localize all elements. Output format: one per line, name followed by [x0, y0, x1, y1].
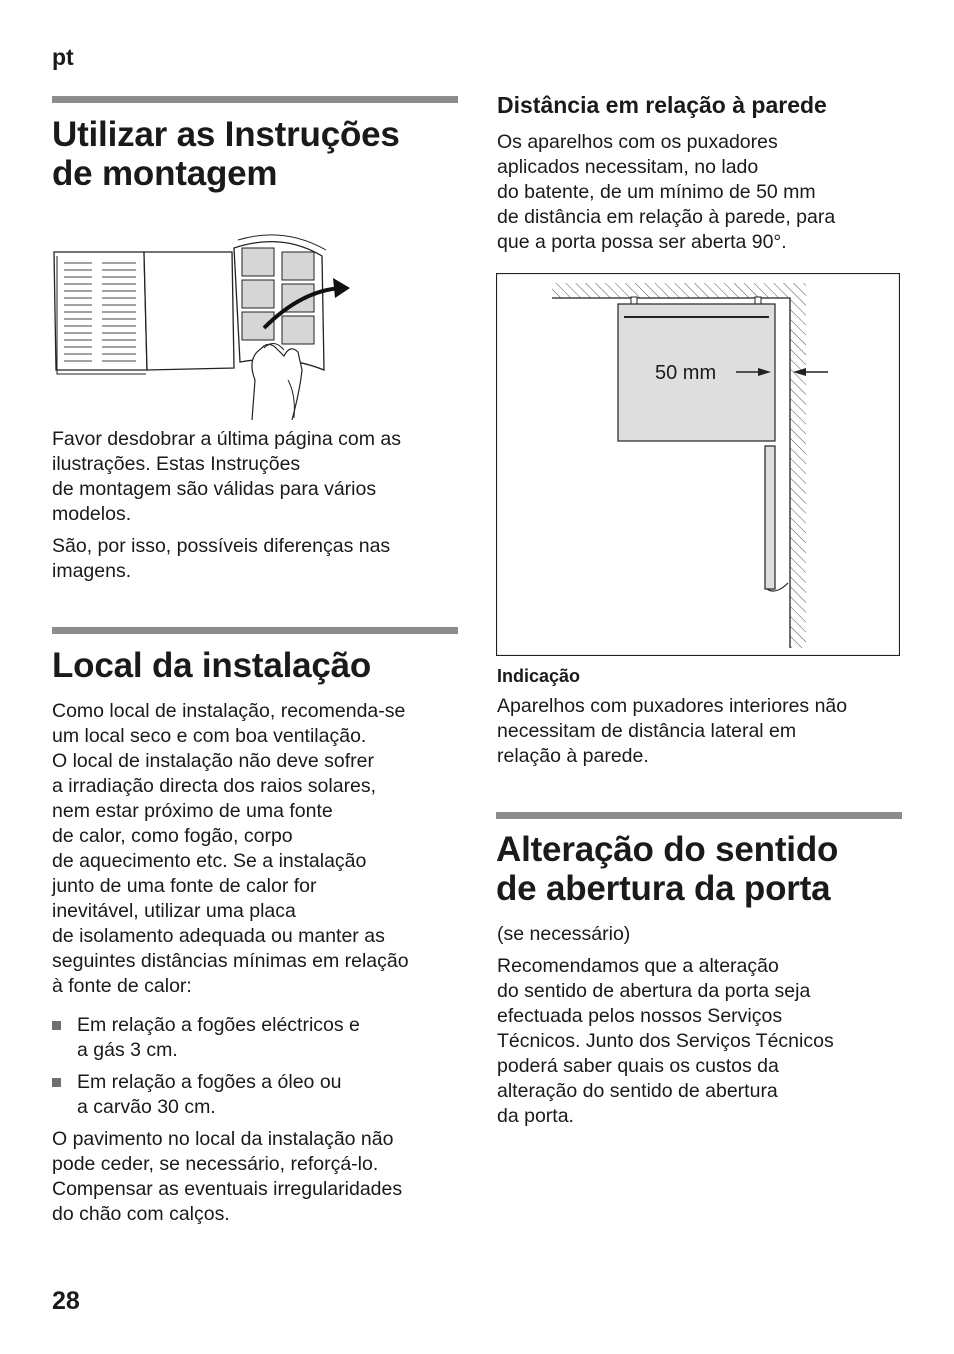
- section-rule: [496, 812, 902, 819]
- differences-paragraph: São, por isso, possíveis diferenças nas imagens.: [52, 535, 391, 582]
- section-rule: [52, 96, 458, 103]
- section-rule: [52, 627, 458, 634]
- section-title-instructions: Utilizar as Instruções de montagem: [52, 115, 400, 193]
- distance-label: 50 mm: [655, 362, 717, 384]
- floor-paragraph: O pavimento no local da instalação não pode ceder, se necessário, reforçá-lo. Compensar as eventuais irregularidades do chão com calços.: [52, 1128, 403, 1225]
- section-title-wall-distance: Distância em relação à parede: [497, 92, 827, 118]
- door-direction-paragraph: Recomendamos que a alteração do sentido de abertura da porta seja efectuada pelos nossos Serviços Técnicos. Junto dos Serviços Técnicos poderá saber quais os custos da alteração do sentido de abertura da porta.: [497, 955, 834, 1127]
- instructions-paragraph: Favor desdobrar a última página com as ilustrações. Estas Instruções de montagem são válidas para vários modelos.: [52, 428, 402, 525]
- page-number: 28: [52, 1287, 80, 1315]
- open-manual-illustration: [52, 230, 362, 420]
- wall-distance-diagram: [496, 273, 900, 656]
- location-paragraph: Como local de instalação, recomenda-se um local seco e com boa ventilação. O local de instalação não deve sofrer a irradiação directa dos raios solares, nem estar próximo de uma fonte de calor, como fogão, corpo de aquecimento etc. Se a instalação junto de uma fonte de calor for inevitável, utilizar uma placa de isolamento adequada ou manter as seguintes distâncias mínimas em relação à fonte de calor:: [52, 700, 409, 997]
- note-title: Indicação: [497, 666, 581, 686]
- language-code: pt: [52, 44, 74, 70]
- note-paragraph: Aparelhos com puxadores interiores não necessitam de distância lateral em relação à parede.: [497, 695, 848, 767]
- bullet-square-icon: [52, 1078, 61, 1087]
- section-title-door-direction: Alteração do sentido de abertura da porta: [496, 830, 839, 908]
- bullet-square-icon: [52, 1021, 61, 1030]
- wall-distance-paragraph: Os aparelhos com os puxadores aplicados necessitam, no lado do batente, de um mínimo de 50 mm de distância em relação à parede, para que a porta possa ser aberta 90°.: [497, 131, 836, 253]
- section-title-location: Local da instalação: [52, 646, 372, 685]
- if-necessary-text: (se necessário): [497, 923, 631, 945]
